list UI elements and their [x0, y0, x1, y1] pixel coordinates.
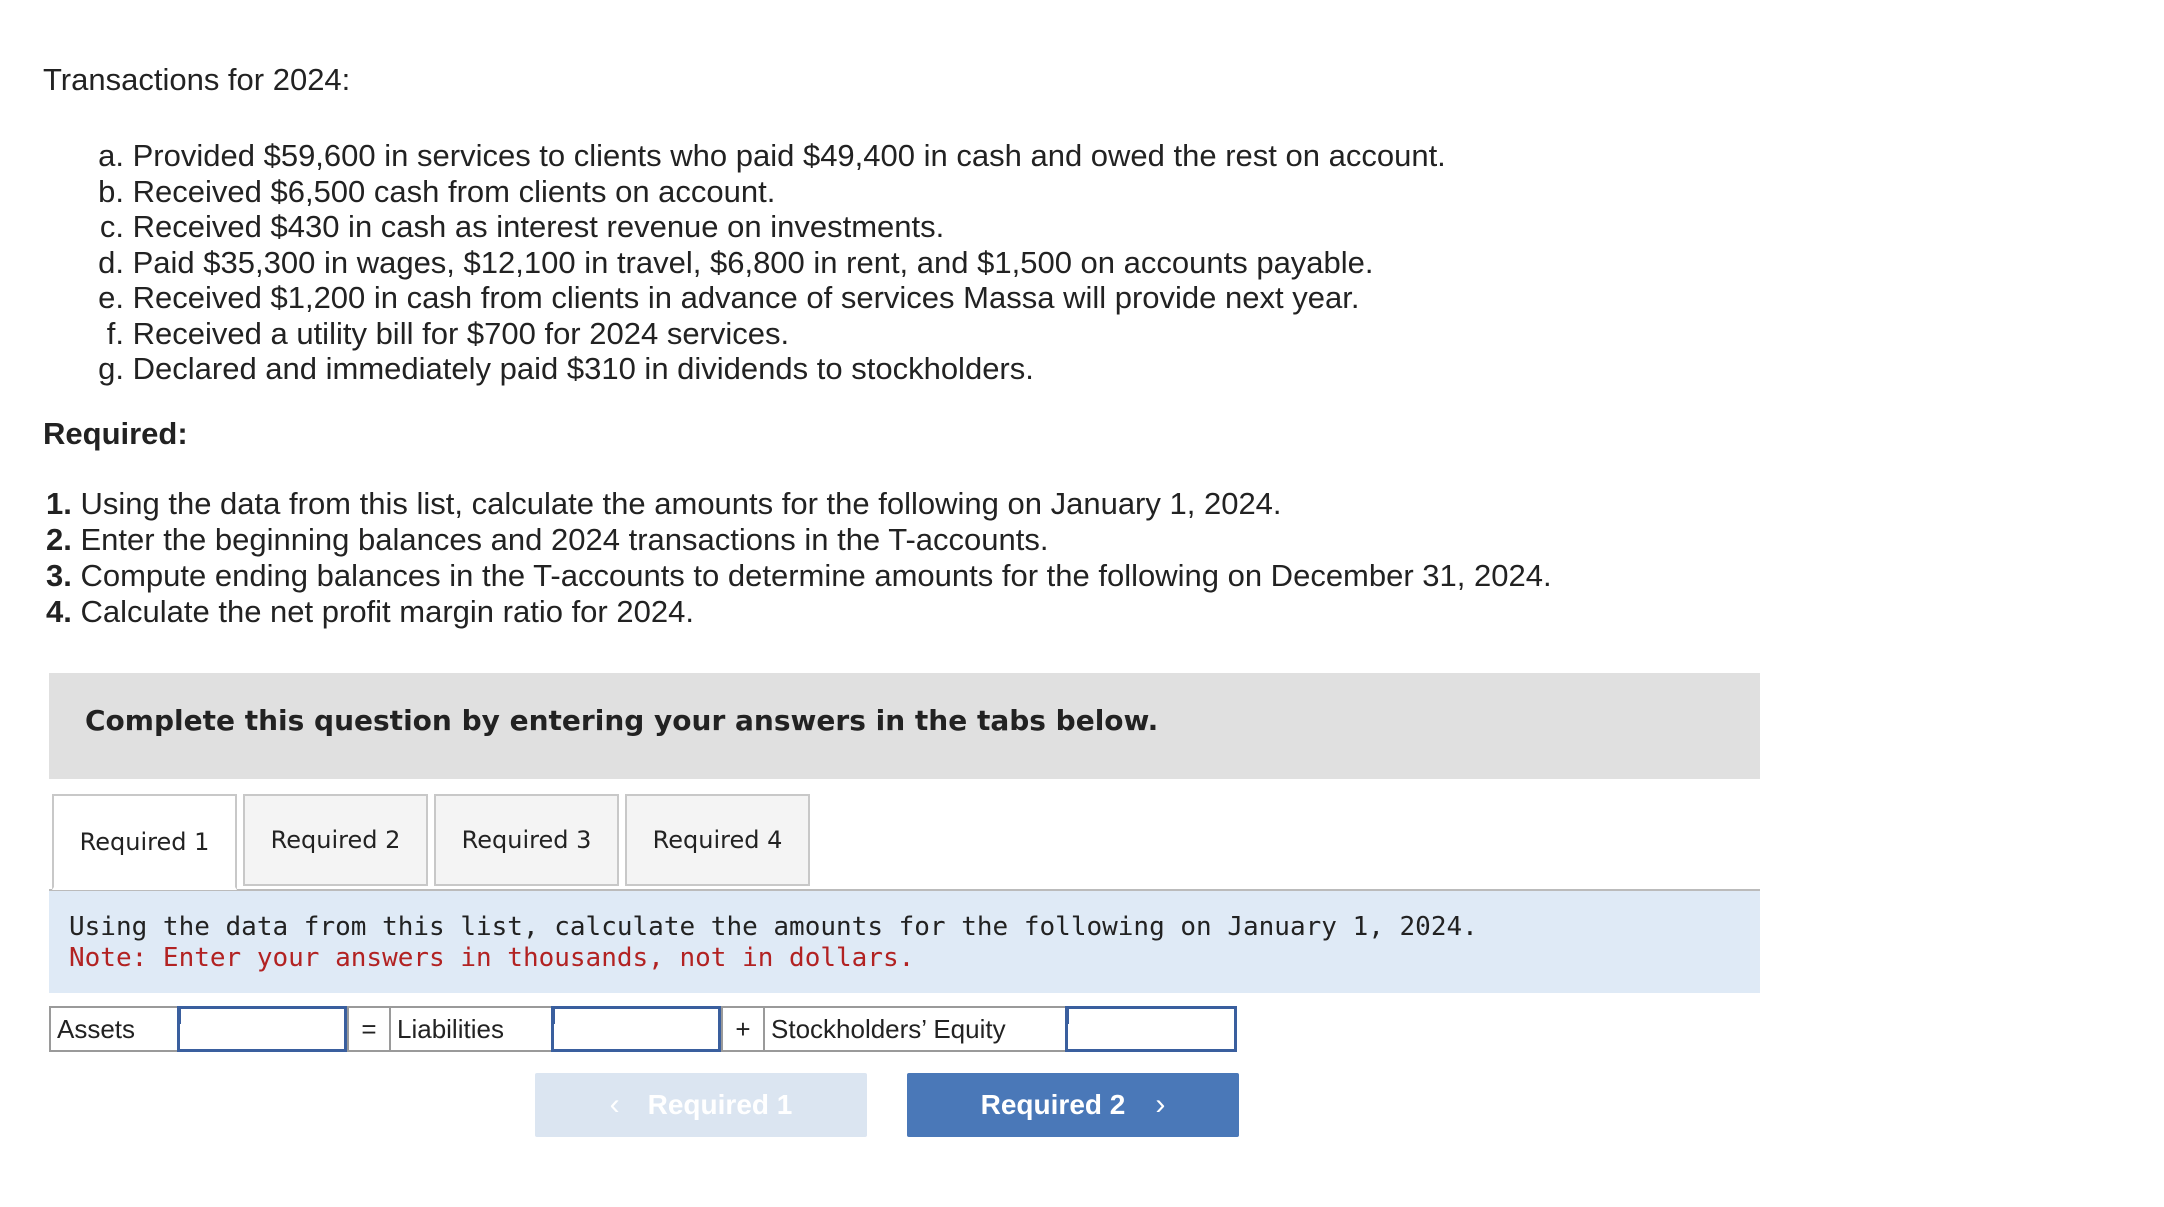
input-flag-icon — [551, 1006, 555, 1024]
next-button-label: Required 2 — [980, 1089, 1126, 1120]
prev-tab-button[interactable] — [535, 1073, 867, 1137]
transaction-letter: f. — [106, 315, 124, 351]
instruction-text: Using the data from this list, calculate the amounts for the following on January 1, 2024. — [69, 912, 1478, 942]
transaction-text: Received a utility bill for $700 for 2024 services. — [132, 315, 790, 351]
transaction-letter: g. — [98, 351, 124, 386]
requirement-text: Calculate the net profit margin ratio for 2024. — [80, 594, 694, 629]
equals-sign: = — [347, 1006, 391, 1052]
prev-button-label: Required 1 — [647, 1089, 793, 1120]
transaction-text: Provided $59,600 in services to clients who paid $49,400 in cash and owed the rest on account. — [132, 138, 1446, 173]
requirement-item — [46, 486, 1552, 522]
requirement-number: 3. — [46, 558, 72, 593]
tab-bar — [52, 794, 1760, 888]
liabilities-input-cell[interactable] — [551, 1006, 721, 1052]
instructions-banner — [49, 673, 1760, 779]
transactions-heading: Transactions for 2024: — [43, 62, 351, 97]
note-text: Note: Enter your answers in thousands, not in dollars. — [69, 943, 915, 973]
requirement-text: Enter the beginning balances and 2024 transactions in the T-accounts. — [80, 522, 1049, 557]
tab-required-4[interactable]: Required 4 — [625, 794, 810, 886]
plus-sign: + — [721, 1006, 765, 1052]
transaction-item — [88, 316, 1446, 352]
transaction-text: Received $430 in cash as interest revenue on investments. — [132, 209, 945, 244]
transaction-item — [88, 174, 1446, 210]
next-tab-button[interactable] — [907, 1073, 1239, 1137]
tab-required-2[interactable]: Required 2 — [243, 794, 428, 886]
transaction-text: Paid $35,300 in wages, $12,100 in travel, $6,800 in rent, and $1,500 on accounts payable. — [132, 244, 1374, 280]
requirement-text: Compute ending balances in the T-accounts to determine amounts for the following on December 31, 2024. — [80, 558, 1552, 593]
liabilities-input[interactable] — [554, 1009, 718, 1049]
accounting-equation — [49, 1006, 1229, 1052]
tab-required-3[interactable]: Required 3 — [434, 794, 619, 886]
requirement-number: 4. — [46, 594, 72, 629]
banner-text: Complete this question by entering your answers in the tabs below. — [85, 704, 1159, 737]
transaction-text: Declared and immediately paid $310 in dividends to stockholders. — [132, 351, 1034, 386]
transaction-item — [88, 138, 1446, 174]
transaction-text: Received $1,200 in cash from clients in advance of services Massa will provide next year. — [132, 280, 1360, 315]
transactions-list — [88, 138, 1446, 387]
assets-input[interactable] — [180, 1009, 344, 1049]
assets-label: Assets — [49, 1006, 179, 1052]
requirement-number: 1. — [46, 486, 72, 521]
assets-input-cell[interactable] — [177, 1006, 347, 1052]
transaction-item — [88, 245, 1446, 281]
required-heading: Required: — [43, 416, 188, 451]
input-flag-icon — [177, 1006, 181, 1024]
equity-label: Stockholders’ Equity — [763, 1006, 1067, 1052]
transaction-item — [88, 280, 1446, 316]
transaction-item — [88, 351, 1446, 387]
transaction-item — [88, 209, 1446, 245]
chevron-left-icon: ‹ — [609, 1088, 620, 1121]
equity-input[interactable] — [1068, 1009, 1234, 1049]
equity-input-cell[interactable] — [1065, 1006, 1237, 1052]
requirement-item — [46, 594, 1552, 630]
transaction-letter: b. — [98, 173, 124, 209]
input-flag-icon — [1065, 1006, 1069, 1024]
requirement-number: 2. — [46, 522, 72, 557]
liabilities-label: Liabilities — [389, 1006, 553, 1052]
chevron-right-icon: › — [1155, 1088, 1166, 1121]
requirements-list — [46, 486, 1552, 630]
requirement-text: Using the data from this list, calculate the amounts for the following on January 1, 2024. — [80, 486, 1282, 521]
transaction-letter: d. — [98, 244, 124, 280]
transaction-letter: e. — [98, 280, 124, 315]
tab-required-1[interactable]: Required 1 — [52, 794, 237, 890]
transaction-letter: a. — [98, 138, 124, 173]
requirement-item — [46, 558, 1552, 594]
requirement-item — [46, 522, 1552, 558]
transaction-text: Received $6,500 cash from clients on account. — [132, 173, 776, 209]
transaction-letter: c. — [99, 209, 124, 244]
tab-instructions — [49, 891, 1760, 993]
